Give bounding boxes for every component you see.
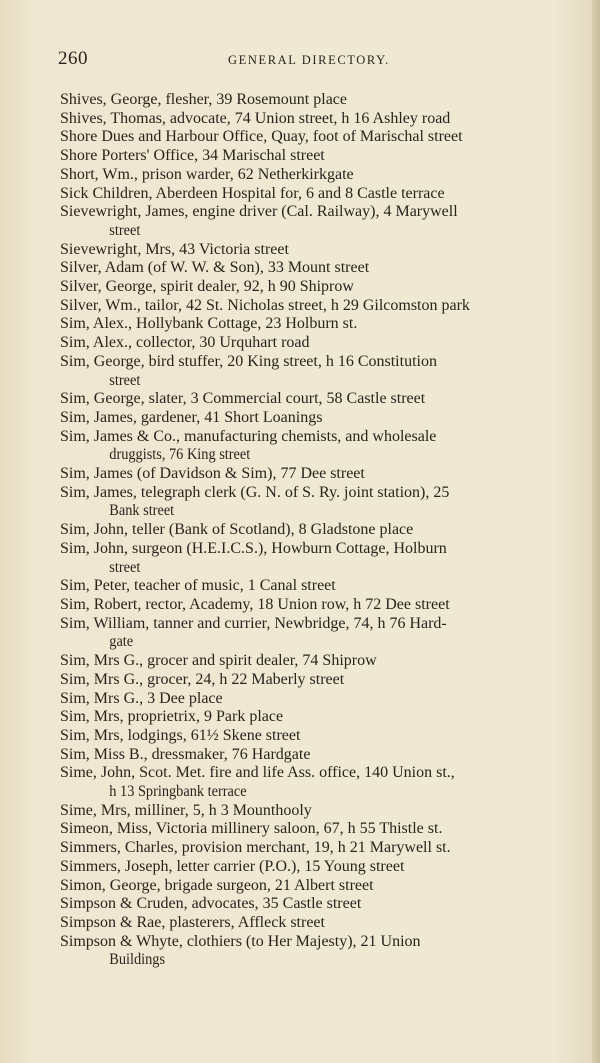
directory-entry [60, 596, 580, 615]
entry-line: Sim, James, gardener, 41 Short Loanings [60, 408, 323, 426]
directory-entry [60, 858, 580, 877]
entry-line: Sime, Mrs, milliner, 5, h 3 Mounthooly [60, 801, 312, 819]
directory-entry [60, 128, 580, 147]
directory-entry [60, 521, 580, 540]
entry-line: Sievewright, James, engine driver (Cal. Railway), 4 Marywell [60, 203, 458, 221]
entry-line: Sievewright, Mrs, 43 Victoria street [60, 240, 289, 258]
directory-entry [60, 334, 580, 353]
directory-entry [60, 577, 580, 596]
entry-line: Sim, Peter, teacher of music, 1 Canal street [60, 577, 336, 595]
directory-entry [60, 540, 580, 577]
directory-entry [60, 764, 580, 801]
entry-line: Sim, James, telegraph clerk (G. N. of S. Ry. joint station), 25 [60, 483, 450, 501]
directory-entry [60, 353, 580, 390]
directory-entry [60, 802, 580, 821]
entry-line: Sim, John, surgeon (H.E.I.C.S.), Howburn Cottage, Holburn [60, 539, 447, 557]
directory-entry [60, 708, 580, 727]
directory-entry [60, 615, 580, 652]
entry-continuation: gate [109, 633, 134, 651]
directory-entry [60, 166, 580, 185]
directory-entry [60, 428, 580, 465]
page-header [58, 48, 578, 72]
directory-entry [60, 877, 580, 896]
entry-line: Shives, Thomas, advocate, 74 Union street, h 16 Ashley road [60, 109, 451, 127]
entry-line: Sime, John, Scot. Met. fire and life Ass. office, 140 Union st., [60, 764, 455, 782]
entry-line: Simpson & Whyte, clothiers (to Her Majesty), 21 Union [60, 932, 421, 950]
entry-line: Simpson & Rae, plasterers, Affleck street [60, 913, 325, 931]
directory-entry [60, 820, 580, 839]
directory-entry [60, 839, 580, 858]
entry-line: Sim, Mrs G., 3 Dee place [60, 689, 223, 707]
entry-line: Simeon, Miss, Victoria millinery saloon, 67, h 55 Thistle st. [60, 820, 443, 838]
directory-entry [60, 484, 580, 521]
directory-entry [60, 315, 580, 334]
directory-entry [60, 671, 580, 690]
entry-line: Sim, Mrs G., grocer, 24, h 22 Maberly street [60, 670, 345, 688]
directory-entry [60, 241, 580, 260]
entry-line: Sim, Alex., collector, 30 Urquhart road [60, 334, 310, 352]
directory-entry [60, 91, 580, 110]
entry-continuation: h 13 Springbank terrace [109, 783, 247, 801]
entry-line: Sim, Mrs G., grocer and spirit dealer, 74 Shiprow [60, 652, 377, 670]
page-edge [592, 0, 600, 1063]
entry-line: Simmers, Joseph, letter carrier (P.O.), 15 Young street [60, 857, 405, 875]
entry-line: Sim, William, tanner and currier, Newbridge, 74, h 76 Hard- [60, 614, 447, 632]
page-number: 260 [58, 48, 88, 69]
directory-entry [60, 746, 580, 765]
entry-line: Shives, George, flesher, 39 Rosemount place [60, 91, 347, 108]
entry-line: Simmers, Charles, provision merchant, 19, h 21 Marywell st. [60, 839, 451, 857]
running-head: GENERAL DIRECTORY. [228, 53, 390, 67]
entry-line: Shore Porters' Office, 34 Marischal street [60, 147, 325, 165]
directory-entry [60, 185, 580, 204]
entry-continuation: Buildings [109, 951, 166, 969]
directory-entry [60, 259, 580, 278]
entry-continuation: street [109, 221, 141, 239]
entry-line: Simpson & Cruden, advocates, 35 Castle street [60, 895, 362, 913]
entry-line: Sim, Miss B., dressmaker, 76 Hardgate [60, 745, 311, 763]
directory-entry [60, 409, 580, 428]
directory-entry [60, 914, 580, 933]
entry-line: Sim, Mrs, lodgings, 61½ Skene street [60, 726, 301, 744]
entry-line: Sim, John, teller (Bank of Scotland), 8 Gladstone place [60, 521, 414, 539]
entry-line: Silver, Wm., tailor, 42 St. Nicholas street, h 29 Gilcomston park [60, 296, 470, 314]
entry-line: Sick Children, Aberdeen Hospital for, 6 and 8 Castle terrace [60, 184, 445, 202]
entry-continuation: Bank street [109, 502, 175, 520]
entry-line: Simon, George, brigade surgeon, 21 Albert street [60, 876, 374, 894]
directory-entry [60, 278, 580, 297]
directory-entry [60, 147, 580, 166]
directory-entry [60, 297, 580, 316]
directory-entry [60, 390, 580, 409]
entry-line: Sim, Alex., Hollybank Cottage, 23 Holburn st. [60, 315, 358, 333]
directory-entry [60, 465, 580, 484]
directory-entry [60, 727, 580, 746]
directory-entry [60, 895, 580, 914]
entry-line: Short, Wm., prison warder, 62 Netherkirkgate [60, 165, 354, 183]
entry-continuation: druggists, 76 King street [109, 446, 251, 464]
entry-line: Sim, George, slater, 3 Commercial court, 58 Castle street [60, 390, 426, 408]
directory-entry [60, 652, 580, 671]
directory-entries [60, 91, 580, 970]
entry-line: Sim, Mrs, proprietrix, 9 Park place [60, 708, 284, 726]
entry-line: Sim, James & Co., manufacturing chemists, and wholesale [60, 427, 437, 445]
directory-entry [60, 690, 580, 709]
directory-entry [60, 203, 580, 240]
entry-line: Silver, George, spirit dealer, 92, h 90 Shiprow [60, 278, 354, 296]
entry-continuation: street [109, 558, 141, 576]
directory-entry [60, 110, 580, 129]
entry-continuation: street [109, 371, 141, 389]
entry-line: Sim, Robert, rector, Academy, 18 Union row, h 72 Dee street [60, 595, 450, 613]
entry-line: Sim, George, bird stuffer, 20 King street, h 16 Constitution [60, 352, 437, 370]
entry-line: Silver, Adam (of W. W. & Son), 33 Mount street [60, 259, 370, 277]
directory-entry [60, 933, 580, 970]
entry-line: Shore Dues and Harbour Office, Quay, foot of Marischal street [60, 128, 463, 146]
entry-line: Sim, James (of Davidson & Sim), 77 Dee street [60, 465, 365, 483]
